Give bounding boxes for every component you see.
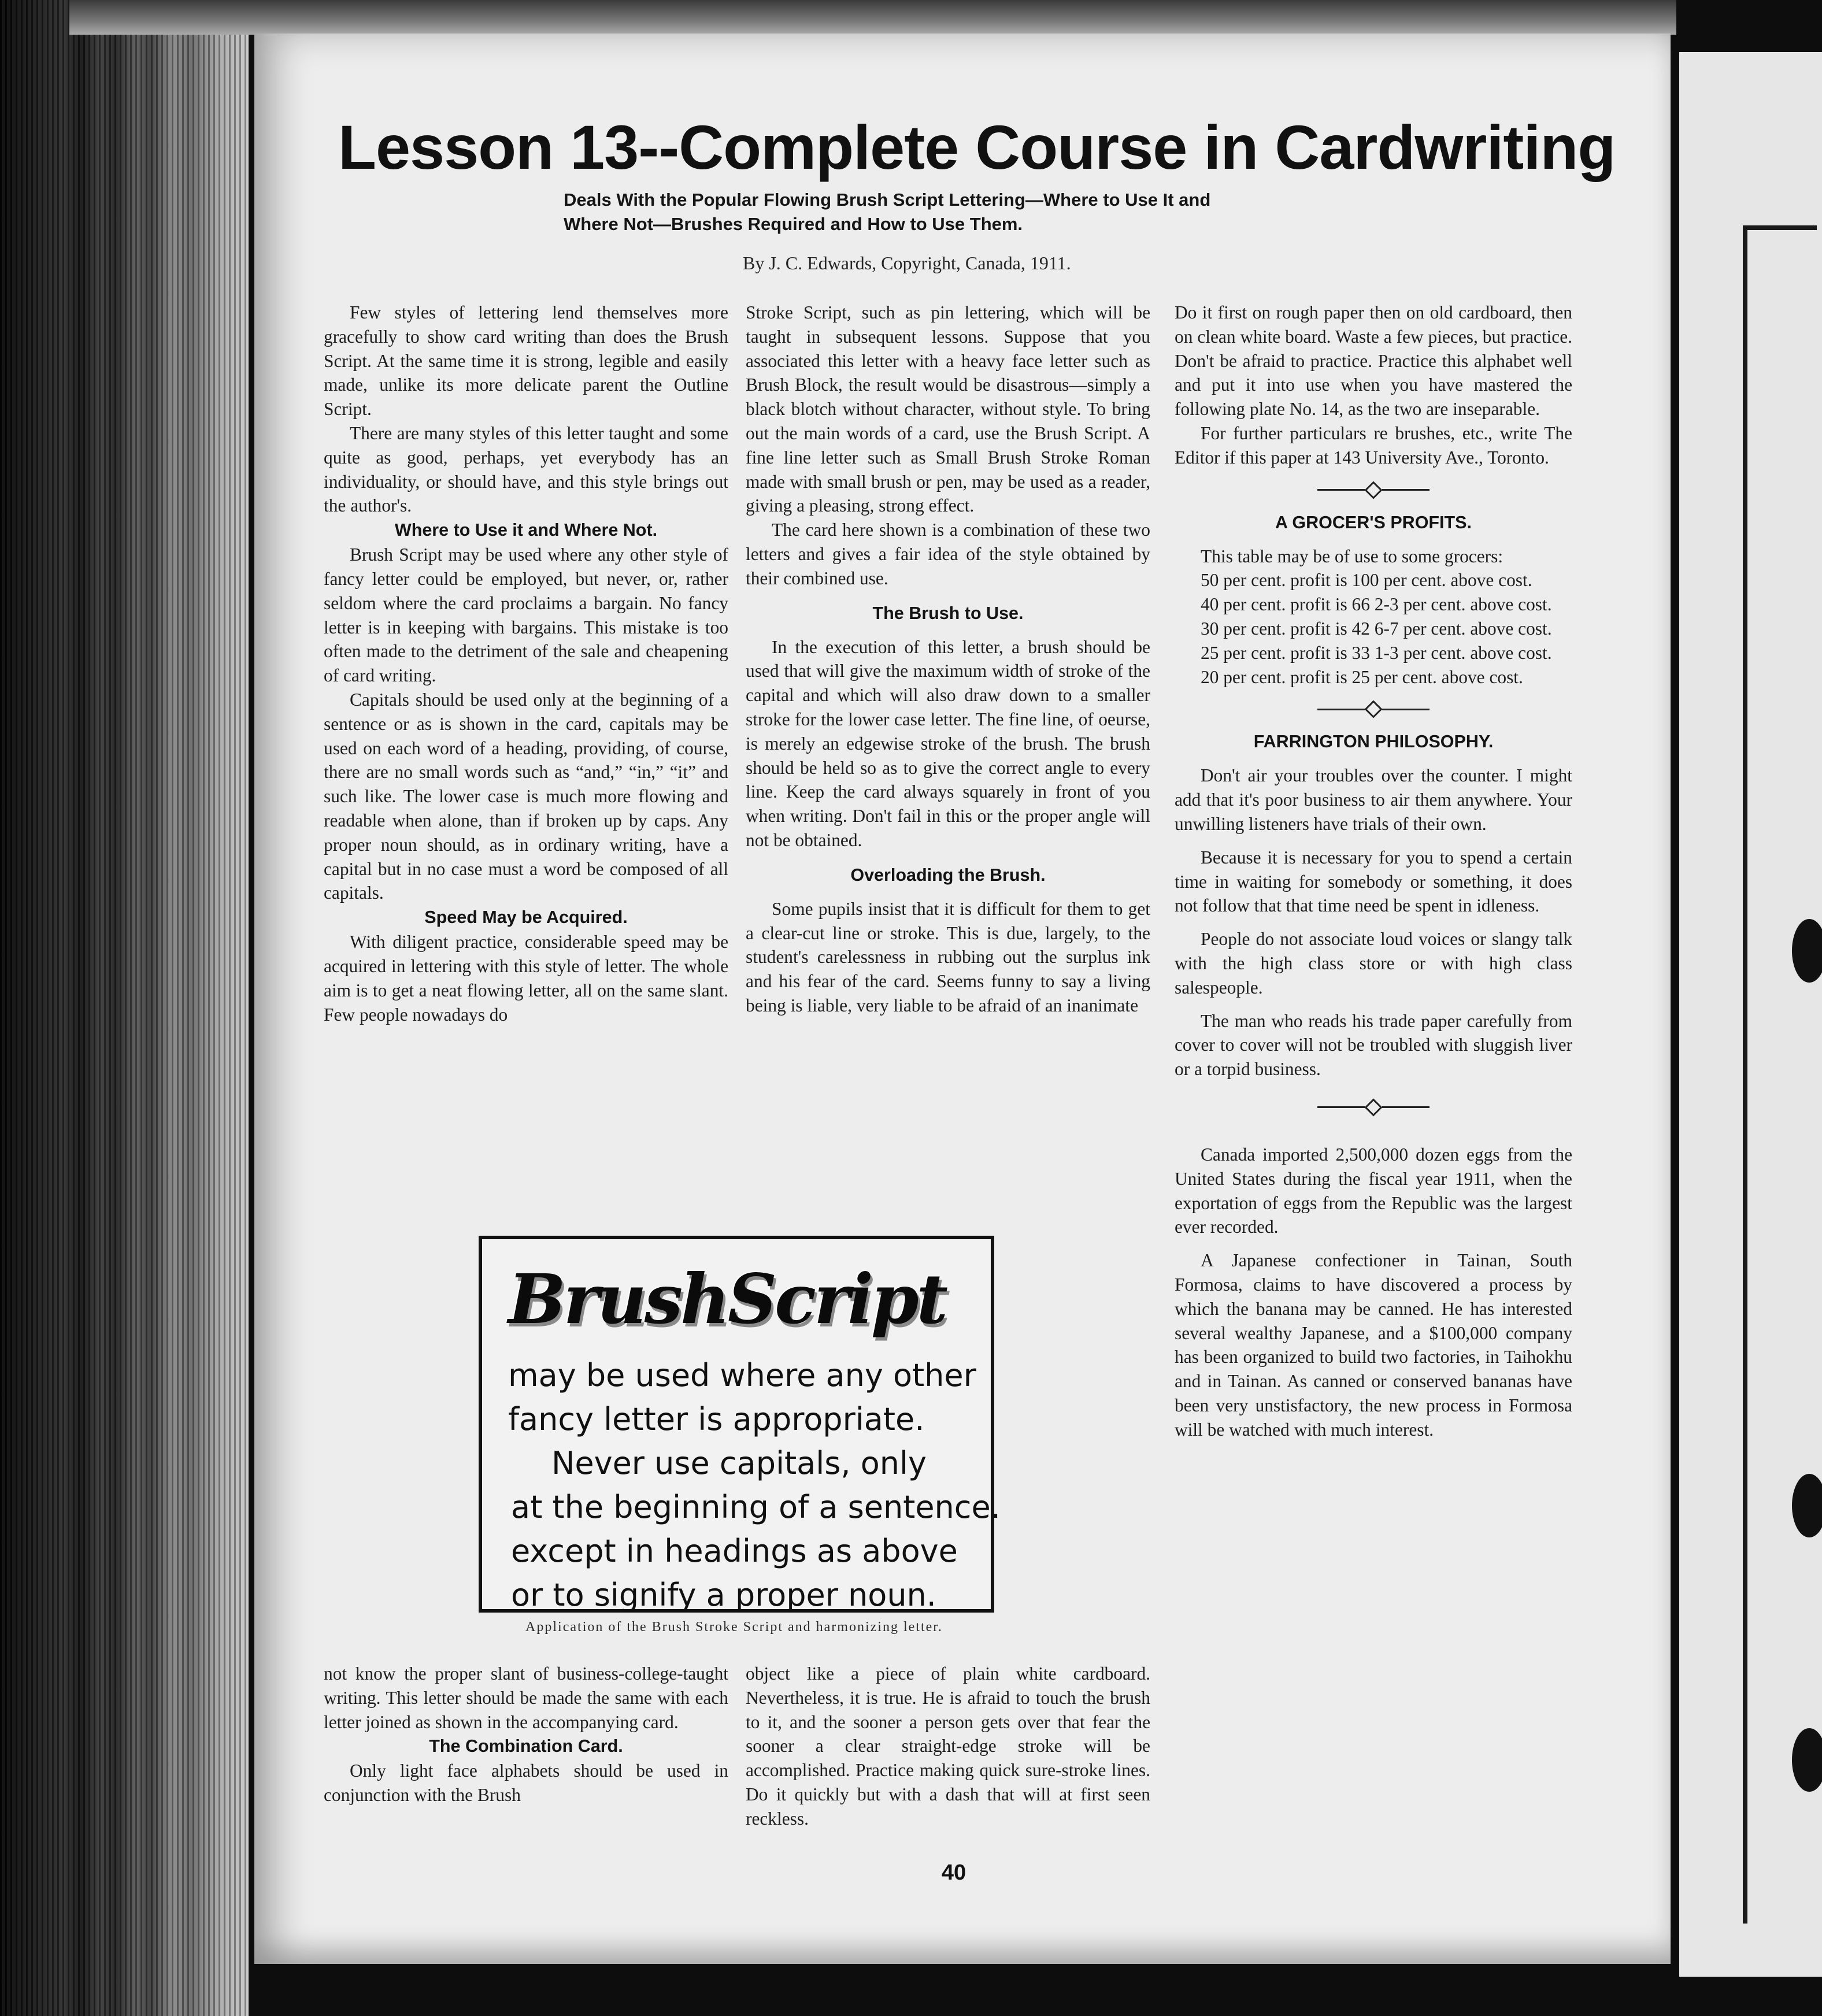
facing-page-border [1743,225,1817,1924]
sample-card-line: at the beginning of a sentence. [511,1489,1001,1525]
paragraph: not know the proper slant of business-college-taught writing. This letter should be made the same with each letter joined as shown in the accompanying card. [324,1663,728,1732]
sample-card-line: may be used where any other [508,1357,976,1394]
sample-card-heading: BrushScript [508,1259,946,1339]
paragraph: With diligent practice, considerable speed may be acquired in lettering with this style of letter. The whole aim is to get a neat flowing letter, all on the same slant. Few people nowadays do [324,932,728,1025]
illustration-caption: Application of the Brush Stroke Script and harmonizing letter. [525,1620,943,1635]
sample-card-line: Never use capitals, only [551,1445,927,1481]
sample-card-line: except in headings as above [511,1533,958,1569]
paragraph: Brush Script may be used where any other style of fancy letter could be employed, but never, or, rather seldom where the card proclaims a bargain. No fancy letter is in keeping with bargains. This mistake is too often made to the detriment of the sale and cheapening of card writing. [324,544,728,686]
divider-ornament [1175,470,1572,510]
column-3 [1175,301,1572,1441]
section-heading: FARRINGTON PHILOSOPHY. [1253,732,1494,752]
paragraph: object like a piece of plain white cardboard. Nevertheless, it is true. He is afraid to touch the brush to it, and the sooner a person gets over that fear the sooner a clear straight-edge stroke will be accomplished. Practice making quick sure-stroke lines. Do it quickly but with a dash that will at first seen reckless. [746,1663,1150,1829]
paragraph: Do it first on rough paper then on old cardboard, then on clean white board. Waste a few pieces, but practice. Don't be afraid to practice. Practice this alphabet well and put it into use when you have mastered the following plate No. 14, as the two are inseparable. [1175,302,1572,420]
paragraph: Some pupils insist that it is difficult for them to get a clear-cut line or stroke. This is due, largely, to the student's carelessness in rubbing out the surplus ink and his fear of the card. Seems funny to say a living being is liable, very liable to be afraid of an inanimate [746,898,1150,1016]
facing-page-edge [1679,52,1822,1977]
page-subtitle [564,188,1384,236]
section-heading: Speed May be Acquired. [424,907,628,928]
paragraph: Capitals should be used only at the beginning of a sentence or as is shown in the card, capitals may be used on each word of a heading, providing, of course, there are no small words such as “and,” “in,” “it” and such like. The lower case is much more flowing and readable when alone, than if broken up by caps. Any proper noun should, as in ordinary writing, have a capital but in no case must a word be composed of all capitals. [324,689,728,903]
book-binding [0,0,249,2016]
column-1-bottom [324,1662,728,1807]
facing-page-ornament [1792,1728,1822,1792]
profit-row: 50 per cent. profit is 100 per cent. above cost. [1201,570,1532,591]
subtitle-line: Deals With the Popular Flowing Brush Script Lettering—Where to Use It and [564,190,1211,210]
section-heading: A GROCER'S PROFITS. [1275,512,1472,532]
profit-row: 30 per cent. profit is 42 6-7 per cent. above cost. [1201,618,1552,639]
paragraph: People do not associate loud voices or slangy talk with the high class store or with high class salespeople. [1175,929,1572,998]
profit-row: 20 per cent. profit is 25 per cent. above cost. [1201,666,1523,687]
paragraph: Only light face alphabets should be used in conjunction with the Brush [324,1761,728,1806]
paragraph: Stroke Script, such as pin lettering, which will be taught in subsequent lessons. Suppose that you associated this letter with a heavy face letter such as Brush Block, the result would be disastrous—simply a black blotch without character, without style. To bring out the main words of a card, use the Brush Script. A fine line letter such as Small Brush Stroke Roman made with small brush or pen, may be used as a reader, giving a pleasing, strong effect. [746,302,1150,516]
book-top-edge [69,0,1676,35]
profit-row: 40 per cent. profit is 66 2-3 per cent. above cost. [1201,594,1552,615]
section-heading: Where to Use it and Where Not. [394,520,658,540]
column-2-bottom [746,1662,1150,1831]
divider-ornament [1175,689,1572,729]
paragraph: For further particulars re brushes, etc., write The Editor if this paper at 143 University Ave., Toronto. [1175,423,1572,468]
section-heading: The Combination Card. [429,1736,623,1756]
paragraph: There are many styles of this letter taught and some quite as good, perhaps, yet everybody has an individuality, or should have, and this style brings out the author's. [324,423,728,516]
paragraph: Don't air your troubles over the counter. I might add that it's poor business to air them anywhere. Your unwilling listeners have trials of their own. [1175,765,1572,834]
section-heading: Overloading the Brush. [850,865,1046,885]
facing-page-ornament [1792,919,1822,983]
divider-ornament [1175,1081,1572,1133]
sample-card-line: or to signify a proper noun. [511,1577,936,1613]
sample-card-line: fancy letter is appropriate. [508,1401,925,1437]
paragraph: This table may be of use to some grocers: [1201,546,1503,566]
facing-page-ornament [1792,1474,1822,1537]
column-1-top [324,301,728,1026]
byline: By J. C. Edwards, Copyright, Canada, 1911. [743,253,1071,273]
paragraph: Because it is necessary for you to spend a certain time in waiting for somebody or something, it does not follow that that time need be spent in idleness. [1175,847,1572,916]
page-number: 40 [941,1861,966,1885]
column-2-top [746,301,1150,1018]
paragraph: In the execution of this letter, a brush should be used that will give the maximum width of stroke of the capital and which will also draw down to a smaller stroke for the lower case letter. The fine line, of oeurse, is merely an edgewise stroke of the brush. The brush should be held so as to give the correct angle to every line. Keep the card always squarely in front of you when writing. Don't fail in this or the proper angle will not be obtained. [746,636,1150,850]
sample-card-body [505,1354,1001,1617]
brush-script-sample-card [479,1236,1001,1613]
subtitle-line: Where Not—Brushes Required and How to Use Them. [564,214,1023,234]
paragraph: Canada imported 2,500,000 dozen eggs from the United States during the fiscal year 1911, when the exportation of eggs from the Republic was the largest ever recorded. [1175,1144,1572,1237]
paragraph: The card here shown is a combination of these two letters and gives a fair idea of the style obtained by their combined use. [746,520,1150,588]
paragraph: Few styles of lettering lend themselves more gracefully to show card writing than does the Brush Script. At the same time it is strong, legible and easily made, unlike its more delicate parent the Outline Script. [324,302,728,420]
paragraph: The man who reads his trade paper carefully from cover to cover will not be troubled with sluggish liver or a torpid business. [1175,1010,1572,1080]
page-title: Lesson 13--Complete Course in Cardwriting [338,112,1616,182]
section-heading: The Brush to Use. [872,603,1024,623]
paragraph: A Japanese confectioner in Tainan, South Formosa, claims to have discovered a process by which the banana may be canned. He has interested several wealthy Japanese, and a $100,000 company has been organized to build two factories, in Taihokhu and in Tainan. As canned or conserved bananas have been very unstisfactory, the new process in Formosa will be watched with much interest. [1175,1250,1572,1440]
profit-row: 25 per cent. profit is 33 1-3 per cent. above cost. [1201,642,1552,663]
